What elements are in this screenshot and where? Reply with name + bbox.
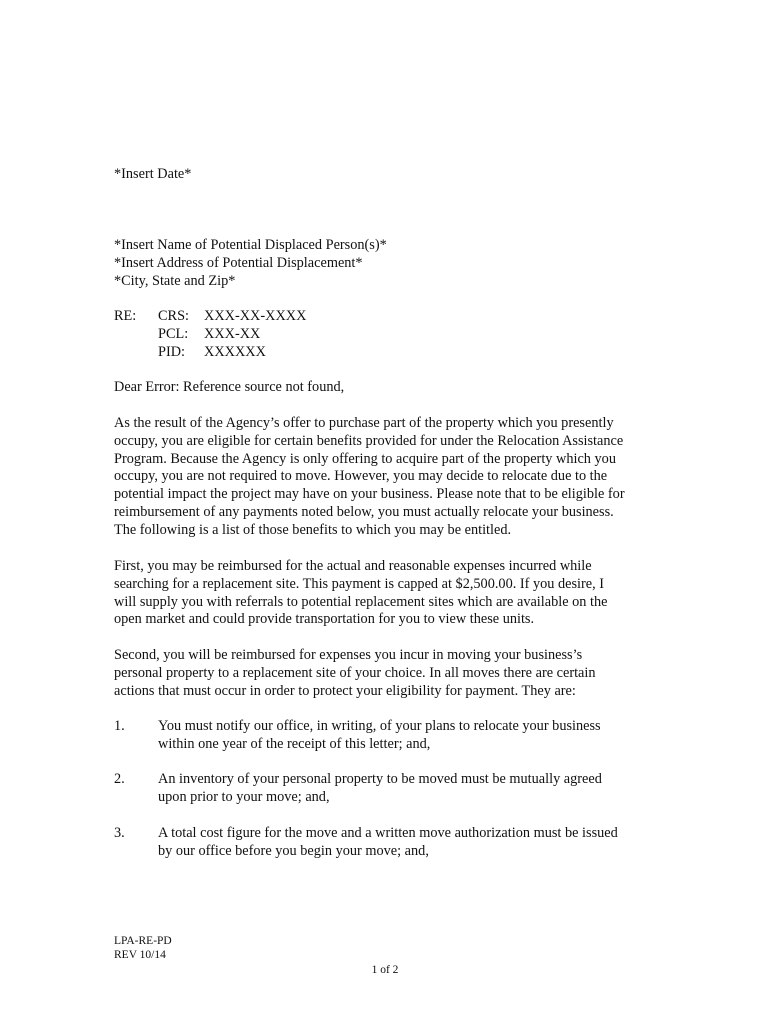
paragraph-line: Program. Because the Agency is only offering to acquire part of the property which you: [114, 450, 616, 467]
paragraph-line: First, you may be reimbursed for the actual and reasonable expenses incurred while: [114, 558, 592, 574]
paragraph-benefits-intro: [114, 415, 659, 540]
form-code: LPA-RE-PD: [114, 935, 172, 947]
form-footer: [114, 934, 172, 962]
reference-label: RE:: [114, 308, 137, 324]
paragraph-line: personal property to a replacement site of your choice. In all moves there are certain: [114, 664, 596, 681]
recipient-city-state-zip: *City, State and Zip*: [114, 272, 236, 289]
paragraph-line: The following is a list of those benefits to which you may be entitled.: [114, 521, 512, 538]
list-item: [114, 825, 654, 861]
list-item: [114, 718, 654, 754]
list-item-number: 2.: [114, 771, 125, 787]
reference-value: XXX-XX: [204, 325, 261, 342]
recipient-name: *Insert Name of Potential Displaced Person(s)*: [114, 237, 387, 253]
paragraph-line: reimbursement of any payments noted below, you must actually relocate your business.: [114, 503, 614, 520]
paragraph-moving-expenses: [114, 647, 659, 700]
page-number: 1 of 2: [371, 964, 399, 976]
paragraph-line: open market and could provide transportation for you to view these units.: [114, 611, 535, 628]
reference-key: PCL:: [158, 325, 189, 342]
recipient-address: *Insert Address of Potential Displacement*: [114, 254, 363, 271]
reference-block: [114, 308, 306, 361]
list-item-text: A total cost figure for the move and a written move authorization must be issued by our office before you begin your move; and,: [158, 825, 618, 859]
list-item-text: An inventory of your personal property to be moved must be mutually agreed upon prior to your move; and,: [158, 771, 602, 805]
salutation: Dear Error: Reference source not found,: [114, 379, 345, 395]
reference-row: [114, 308, 306, 326]
paragraph-line: occupy, you are eligible for certain benefits provided for under the Relocation Assistance: [114, 432, 624, 449]
paragraph-line: occupy, you are not required to move. However, you may decide to relocate due to the: [114, 468, 608, 485]
reference-value: XXX-XX-XXXX: [204, 308, 307, 324]
recipient-block: [114, 237, 387, 290]
list-item-number: 1.: [114, 718, 125, 734]
reference-value: XXXXXX: [204, 343, 266, 360]
reference-key: CRS:: [158, 308, 189, 324]
paragraph-line: will supply you with referrals to potential replacement sites which are available on the: [114, 593, 608, 610]
paragraph-line: As the result of the Agency’s offer to purchase part of the property which you presently: [114, 415, 614, 431]
paragraph-line: actions that must occur in order to protect your eligibility for payment. They are:: [114, 682, 576, 699]
paragraph-line: Second, you will be reimbursed for expenses you incur in moving your business’s: [114, 647, 583, 663]
paragraph-line: potential impact the project may have on your business. Please note that to be eligible for: [114, 486, 625, 503]
date-placeholder: *Insert Date*: [114, 166, 192, 182]
paragraph-search-expenses: [114, 558, 659, 629]
list-item: [114, 771, 654, 807]
reference-key: PID:: [158, 343, 186, 360]
list-item-number: 3.: [114, 825, 125, 841]
list-item-text: You must notify our office, in writing, of your plans to relocate your business within one year of the receipt of this letter; and,: [158, 718, 601, 752]
reference-row: [114, 326, 306, 344]
form-revision: REV 10/14: [114, 949, 166, 961]
paragraph-line: searching for a replacement site. This payment is capped at $2,500.00. If you desire, I: [114, 575, 605, 592]
reference-row: [114, 344, 306, 362]
